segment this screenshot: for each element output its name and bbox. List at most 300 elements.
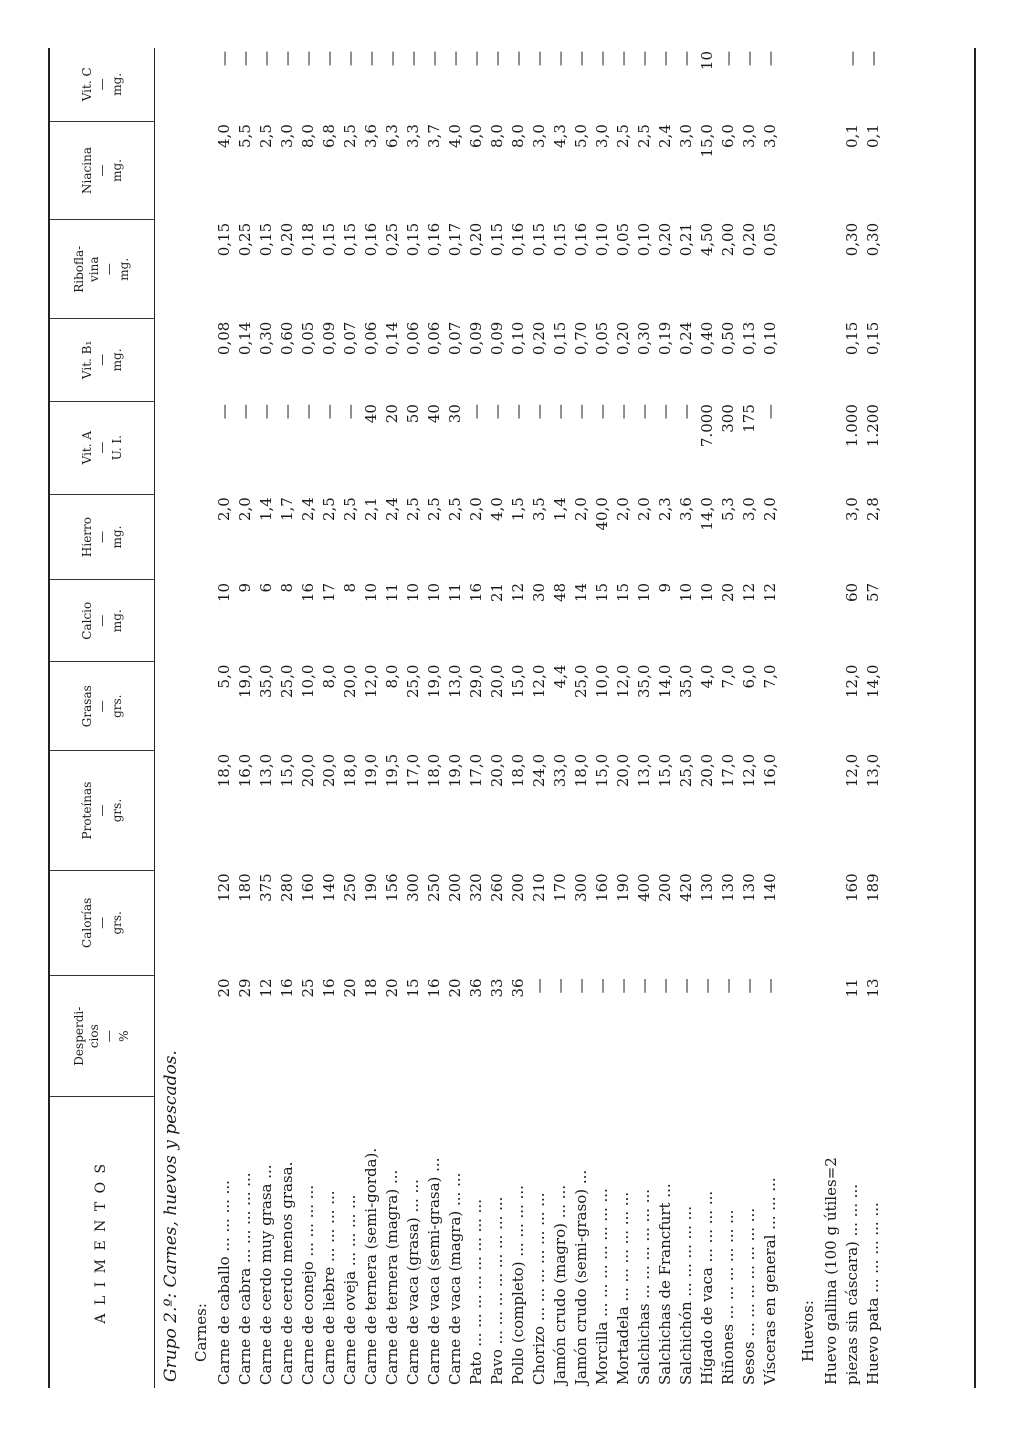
- value-cell: 120: [215, 873, 233, 902]
- food-name-cell: Pollo (completo) ... ... ... ...: [509, 1185, 527, 1385]
- header-proteinas: [50, 751, 154, 870]
- value-cell: 13,0: [446, 664, 464, 698]
- value-cell: 375: [257, 873, 275, 902]
- value-cell: 36: [467, 978, 485, 998]
- value-cell: 3,0: [740, 124, 758, 148]
- table-body: [154, 48, 884, 1388]
- value-cell: —: [383, 51, 401, 66]
- food-name-cell: Carne de vaca (grasa) ... ...: [404, 1179, 422, 1385]
- value-cell: 24,0: [530, 753, 548, 788]
- value-cell: 19,0: [446, 753, 464, 788]
- value-cell: 14,0: [698, 497, 716, 531]
- value-cell: 14: [572, 582, 590, 602]
- spacer-cell: [781, 48, 795, 1388]
- header-line: —: [94, 441, 109, 454]
- value-cell: 0,50: [719, 321, 737, 356]
- value-cell: —: [635, 51, 653, 66]
- value-cell: 130: [698, 873, 716, 902]
- value-cell: 2,0: [572, 497, 590, 522]
- table-row: [676, 48, 697, 1388]
- food-name-cell: Pavo ... ... ... ... ... ... ... ...: [488, 1196, 506, 1385]
- value-cell: 29,0: [467, 664, 485, 698]
- value-cell: —: [467, 404, 485, 420]
- value-cell: 0,15: [404, 222, 422, 257]
- value-cell: 3,3: [404, 124, 422, 148]
- rotated-table-page: [42, 28, 982, 1408]
- value-cell: 40: [425, 404, 443, 424]
- value-cell: 13: [864, 978, 882, 998]
- value-cell: —: [278, 404, 296, 420]
- value-cell: 25,0: [677, 753, 695, 788]
- value-cell: —: [614, 404, 632, 420]
- value-cell: 17,0: [719, 753, 737, 788]
- value-cell: 10,0: [299, 664, 317, 698]
- value-cell: 2,0: [761, 497, 779, 522]
- value-cell: 180: [236, 873, 254, 902]
- header-calorias: [50, 870, 154, 975]
- value-cell: 6,3: [383, 124, 401, 148]
- food-name-cell: Carne de cerdo menos grasa.: [278, 1161, 296, 1385]
- value-cell: 0,24: [677, 321, 695, 356]
- group-title-row: [154, 48, 188, 1388]
- value-cell: —: [530, 404, 548, 420]
- value-cell: 0,05: [761, 222, 779, 257]
- value-cell: 0,13: [740, 321, 758, 356]
- table-row: [466, 48, 487, 1388]
- value-cell: 0,16: [509, 222, 527, 257]
- value-cell: 19,5: [383, 753, 401, 788]
- spacer-row: [781, 48, 795, 1388]
- value-cell: 40: [362, 404, 380, 424]
- table-row: [655, 48, 676, 1388]
- value-cell: 12: [740, 582, 758, 602]
- header-vit-a: [50, 401, 154, 494]
- value-cell: 17: [320, 582, 338, 602]
- value-cell: —: [843, 51, 861, 66]
- header-line: mg.: [109, 159, 124, 182]
- value-cell: —: [257, 51, 275, 66]
- table-row: [592, 48, 613, 1388]
- value-cell: 0,70: [572, 321, 590, 356]
- value-cell: 5,5: [236, 124, 254, 148]
- value-cell: 9: [236, 582, 254, 593]
- food-name-cell: Carne de liebre ... ... ... ...: [320, 1190, 338, 1385]
- value-cell: —: [320, 51, 338, 66]
- value-cell: 0,17: [446, 222, 464, 257]
- value-cell: 20: [341, 978, 359, 998]
- table-row: [340, 48, 361, 1388]
- value-cell: 2,3: [656, 497, 674, 522]
- value-cell: 12,0: [843, 664, 861, 698]
- table-row: [256, 48, 277, 1388]
- value-cell: [821, 751, 842, 870]
- header-line: Calcio: [79, 601, 94, 640]
- value-cell: —: [864, 51, 882, 66]
- value-cell: 13,0: [864, 753, 882, 788]
- value-cell: [821, 401, 842, 494]
- value-cell: 0,14: [236, 321, 254, 356]
- value-cell: 0,15: [551, 321, 569, 356]
- table-row: [487, 48, 508, 1388]
- value-cell: —: [677, 51, 695, 66]
- value-cell: 10,0: [593, 664, 611, 698]
- value-cell: 7,0: [719, 664, 737, 689]
- header-line: cios: [87, 1024, 101, 1049]
- value-cell: —: [551, 404, 569, 420]
- food-name-cell: Carne de ternera (semi-gorda).: [362, 1147, 380, 1385]
- value-cell: —: [509, 51, 527, 66]
- table-row: [613, 48, 634, 1388]
- value-cell: 0,15: [257, 222, 275, 257]
- value-cell: 1,4: [551, 497, 569, 522]
- value-cell: 8,0: [320, 664, 338, 689]
- value-cell: —: [761, 978, 779, 994]
- value-cell: 0,14: [383, 321, 401, 356]
- food-name-cell: Jamón crudo (magro) ... ...: [551, 1184, 569, 1385]
- value-cell: 0,15: [488, 222, 506, 257]
- value-cell: 420: [677, 873, 695, 902]
- header-line: U. I.: [109, 435, 124, 461]
- section-row: [795, 48, 821, 1388]
- food-name-cell: Mortadela ... ... ... ... ... ...: [614, 1191, 632, 1385]
- value-cell: 15,0: [509, 664, 527, 698]
- table-row: [382, 48, 403, 1388]
- value-cell: 10: [404, 582, 422, 602]
- value-cell: 18,0: [572, 753, 590, 788]
- value-cell: 17,0: [404, 753, 422, 788]
- value-cell: 13,0: [257, 753, 275, 788]
- value-cell: 15,0: [698, 124, 716, 158]
- value-cell: —: [446, 51, 464, 66]
- value-cell: 35,0: [635, 664, 653, 698]
- value-cell: 190: [362, 873, 380, 902]
- value-cell: [821, 121, 842, 220]
- value-cell: 0,20: [614, 321, 632, 356]
- table-row: [298, 48, 319, 1388]
- value-cell: 0,07: [446, 321, 464, 356]
- value-cell: 6,0: [467, 124, 485, 148]
- value-cell: 25,0: [404, 664, 422, 698]
- header-line: mg.: [109, 525, 124, 549]
- value-cell: 0,18: [299, 222, 317, 257]
- header-line: Vit. A: [79, 430, 94, 465]
- food-name-cell: piezas sin cáscara) ... ... ...: [843, 1183, 861, 1385]
- value-cell: 6: [257, 582, 275, 593]
- header-line: mg.: [109, 348, 124, 372]
- value-cell: 0,15: [320, 222, 338, 257]
- value-cell: —: [719, 978, 737, 994]
- value-cell: 0,06: [362, 321, 380, 356]
- value-cell: [821, 494, 842, 580]
- value-cell: 10: [698, 582, 716, 602]
- value-cell: —: [299, 404, 317, 420]
- value-cell: 15,0: [656, 753, 674, 788]
- value-cell: 13,0: [635, 753, 653, 788]
- value-cell: 20,0: [299, 753, 317, 788]
- value-cell: —: [719, 51, 737, 66]
- value-cell: 3,0: [740, 497, 758, 522]
- value-cell: 11: [383, 582, 401, 602]
- value-cell: 2,5: [425, 497, 443, 522]
- food-name-cell: Riñones ... ... ... ... ... ...: [719, 1209, 737, 1385]
- value-cell: 280: [278, 873, 296, 902]
- header-row: [50, 48, 154, 1388]
- value-cell: 16: [467, 582, 485, 602]
- value-cell: 0,06: [404, 321, 422, 356]
- value-cell: 16,0: [236, 753, 254, 788]
- table-row: [718, 48, 739, 1388]
- value-cell: 6,0: [740, 664, 758, 689]
- value-cell: —: [656, 404, 674, 420]
- food-name-cell: Carne de cerdo muy grasa ...: [257, 1164, 275, 1385]
- value-cell: 140: [320, 873, 338, 902]
- value-cell: —: [740, 51, 758, 66]
- value-cell: 0,25: [236, 222, 254, 257]
- value-cell: —: [761, 51, 779, 66]
- food-name-cell: Carne de vaca (semi-grasa) ...: [425, 1157, 443, 1385]
- value-cell: 20: [446, 978, 464, 998]
- value-cell: 15: [593, 582, 611, 602]
- value-cell: 16: [425, 978, 443, 998]
- value-cell: 3,7: [425, 124, 443, 148]
- value-cell: 5,3: [719, 497, 737, 522]
- food-name-cell: Salchichas ... ... ... ... ... ...: [635, 1188, 653, 1385]
- value-cell: 2,5: [257, 124, 275, 148]
- table-row: [821, 48, 842, 1388]
- value-cell: 20: [719, 582, 737, 602]
- value-cell: 0,1: [864, 124, 882, 148]
- value-cell: 10: [677, 582, 695, 602]
- value-cell: 250: [341, 873, 359, 902]
- value-cell: 0,15: [864, 321, 882, 356]
- food-name-cell: Carne de conejo ... ... ... ...: [299, 1184, 317, 1385]
- value-cell: 16: [299, 582, 317, 602]
- value-cell: 0,06: [425, 321, 443, 356]
- value-cell: [821, 870, 842, 975]
- table-row: [697, 48, 718, 1388]
- header-line: —: [94, 700, 109, 713]
- value-cell: 140: [761, 873, 779, 902]
- value-cell: 0,30: [257, 321, 275, 356]
- food-name-cell: Sesos ... ... ... ... ... ... ...: [740, 1207, 758, 1385]
- food-name-cell: Jamón crudo (semi-graso) ...: [572, 1169, 590, 1385]
- food-name-cell: Huevo gallina (100 g útiles=2: [822, 1157, 840, 1385]
- value-cell: 0,05: [614, 222, 632, 257]
- value-cell: 3,0: [530, 124, 548, 148]
- value-cell: [821, 220, 842, 319]
- value-cell: 57: [864, 582, 882, 602]
- value-cell: 2,0: [614, 497, 632, 522]
- header-line: %: [117, 1030, 131, 1042]
- value-cell: [821, 975, 842, 1097]
- value-cell: 12,0: [740, 753, 758, 788]
- value-cell: 4,0: [446, 124, 464, 148]
- value-cell: —: [698, 978, 716, 994]
- header-line: —: [94, 804, 109, 817]
- group-title: Grupo 2.º: Carnes, huevos y pescados.: [160, 1050, 181, 1382]
- value-cell: 200: [509, 873, 527, 902]
- food-name-cell: Pato ... ... ... ... ... ... ... ...: [467, 1199, 485, 1385]
- value-cell: 0,19: [656, 321, 674, 356]
- value-cell: 130: [740, 873, 758, 902]
- table-row: [319, 48, 340, 1388]
- value-cell: 12,0: [362, 664, 380, 698]
- value-cell: 3,5: [530, 497, 548, 522]
- value-cell: 0,15: [341, 222, 359, 257]
- table-row: [424, 48, 445, 1388]
- value-cell: 10: [215, 582, 233, 602]
- value-cell: 20,0: [698, 753, 716, 788]
- value-cell: 11: [446, 582, 464, 602]
- value-cell: 0,16: [425, 222, 443, 257]
- value-cell: 210: [530, 873, 548, 902]
- food-name-cell: Vísceras en general ... ... ...: [761, 1177, 779, 1385]
- value-cell: 19,0: [425, 664, 443, 698]
- section-row: [188, 48, 214, 1388]
- value-cell: 19,0: [236, 664, 254, 698]
- value-cell: 16: [278, 978, 296, 998]
- value-cell: 8,0: [383, 664, 401, 689]
- value-cell: —: [551, 51, 569, 66]
- value-cell: 2,0: [467, 497, 485, 522]
- value-cell: 11: [843, 978, 861, 998]
- value-cell: 10: [635, 582, 653, 602]
- header-line: grs.: [109, 911, 124, 935]
- value-cell: 20,0: [488, 664, 506, 698]
- value-cell: 170: [551, 873, 569, 902]
- value-cell: 15,0: [593, 753, 611, 788]
- value-cell: 0,07: [341, 321, 359, 356]
- table-row: [863, 48, 884, 1388]
- value-cell: —: [593, 51, 611, 66]
- value-cell: 7.000: [698, 404, 716, 448]
- header-riboflavina: [50, 220, 154, 319]
- value-cell: 0,15: [551, 222, 569, 257]
- header-alimentos: A L I M E N T O S: [93, 1161, 110, 1324]
- value-cell: 200: [446, 873, 464, 902]
- value-cell: 40,0: [593, 497, 611, 531]
- table-row: [235, 48, 256, 1388]
- value-cell: 2,5: [635, 124, 653, 148]
- value-cell: 12,0: [614, 664, 632, 698]
- value-cell: 0,10: [593, 222, 611, 257]
- section-title: Huevos:: [798, 1300, 817, 1362]
- section-title: Carnes:: [191, 1303, 210, 1362]
- table-row: [634, 48, 655, 1388]
- table-row: [571, 48, 592, 1388]
- header-desperdicios: [50, 975, 154, 1097]
- value-cell: 36: [509, 978, 527, 998]
- value-cell: 400: [635, 873, 653, 902]
- value-cell: —: [635, 404, 653, 420]
- value-cell: —: [215, 404, 233, 420]
- value-cell: 0,10: [509, 321, 527, 356]
- value-cell: 2,5: [341, 124, 359, 148]
- table-row: [760, 48, 781, 1388]
- value-cell: 160: [299, 873, 317, 902]
- value-cell: —: [761, 404, 779, 420]
- value-cell: 0,10: [761, 321, 779, 356]
- value-cell: 1,4: [257, 497, 275, 522]
- food-name-cell: Chorizo ... ... ... ... ... ... ...: [530, 1192, 548, 1385]
- value-cell: 1.200: [864, 404, 882, 448]
- value-cell: 30: [530, 582, 548, 602]
- header-line: Desperdi-: [72, 1006, 86, 1066]
- value-cell: —: [677, 978, 695, 994]
- value-cell: 0,60: [278, 321, 296, 356]
- value-cell: 4,50: [698, 222, 716, 257]
- value-cell: 3,0: [278, 124, 296, 148]
- value-cell: 0,30: [635, 321, 653, 356]
- header-line: —: [94, 614, 109, 627]
- header-line: Vit. C: [79, 67, 94, 102]
- value-cell: 0,25: [383, 222, 401, 257]
- value-cell: 6,0: [719, 124, 737, 148]
- value-cell: 189: [864, 873, 882, 902]
- value-cell: 1,7: [278, 497, 296, 522]
- value-cell: 2,5: [614, 124, 632, 148]
- table-row: [214, 48, 235, 1388]
- value-cell: 8,0: [299, 124, 317, 148]
- value-cell: 8: [278, 582, 296, 593]
- value-cell: —: [656, 51, 674, 66]
- value-cell: 0,21: [677, 222, 695, 257]
- table-row: [529, 48, 550, 1388]
- value-cell: 0,15: [843, 321, 861, 356]
- value-cell: 15,0: [278, 753, 296, 788]
- value-cell: 0,20: [467, 222, 485, 257]
- header-line: Niacina: [79, 147, 94, 194]
- value-cell: —: [677, 404, 695, 420]
- value-cell: 2,0: [236, 497, 254, 522]
- value-cell: 0,20: [530, 321, 548, 356]
- value-cell: —: [593, 978, 611, 994]
- food-name-cell: Carne de ternera (magra) ...: [383, 1169, 401, 1385]
- food-name-cell: Carne de vaca (magra) ... ...: [446, 1172, 464, 1385]
- header-grasas: [50, 662, 154, 751]
- header-line: —: [102, 263, 116, 276]
- value-cell: —: [572, 51, 590, 66]
- value-cell: [821, 662, 842, 751]
- header-line: mg.: [117, 257, 131, 281]
- value-cell: —: [530, 51, 548, 66]
- value-cell: —: [341, 404, 359, 420]
- value-cell: —: [278, 51, 296, 66]
- value-cell: 12: [257, 978, 275, 998]
- value-cell: 2,0: [215, 497, 233, 522]
- value-cell: —: [572, 978, 590, 994]
- value-cell: —: [488, 51, 506, 66]
- header-line: Grasas: [79, 685, 94, 728]
- food-name-cell: Salchichón ... ... ... ... ...: [677, 1206, 695, 1385]
- value-cell: —: [404, 51, 422, 66]
- header-line: vina: [87, 256, 101, 283]
- value-cell: 48: [551, 582, 569, 602]
- value-cell: 12: [509, 582, 527, 602]
- value-cell: 0,20: [656, 222, 674, 257]
- value-cell: 8,0: [509, 124, 527, 148]
- value-cell: 0,20: [740, 222, 758, 257]
- food-name-cell: Morcilla ... ... ... ... ... ... ...: [593, 1188, 611, 1385]
- header-line: Hierro: [79, 516, 94, 558]
- value-cell: 156: [383, 873, 401, 902]
- value-cell: 6,8: [320, 124, 338, 148]
- value-cell: 29: [236, 978, 254, 998]
- value-cell: 35,0: [257, 664, 275, 698]
- header-line: mg.: [109, 609, 124, 633]
- value-cell: 4,0: [698, 664, 716, 689]
- value-cell: 2,1: [362, 497, 380, 522]
